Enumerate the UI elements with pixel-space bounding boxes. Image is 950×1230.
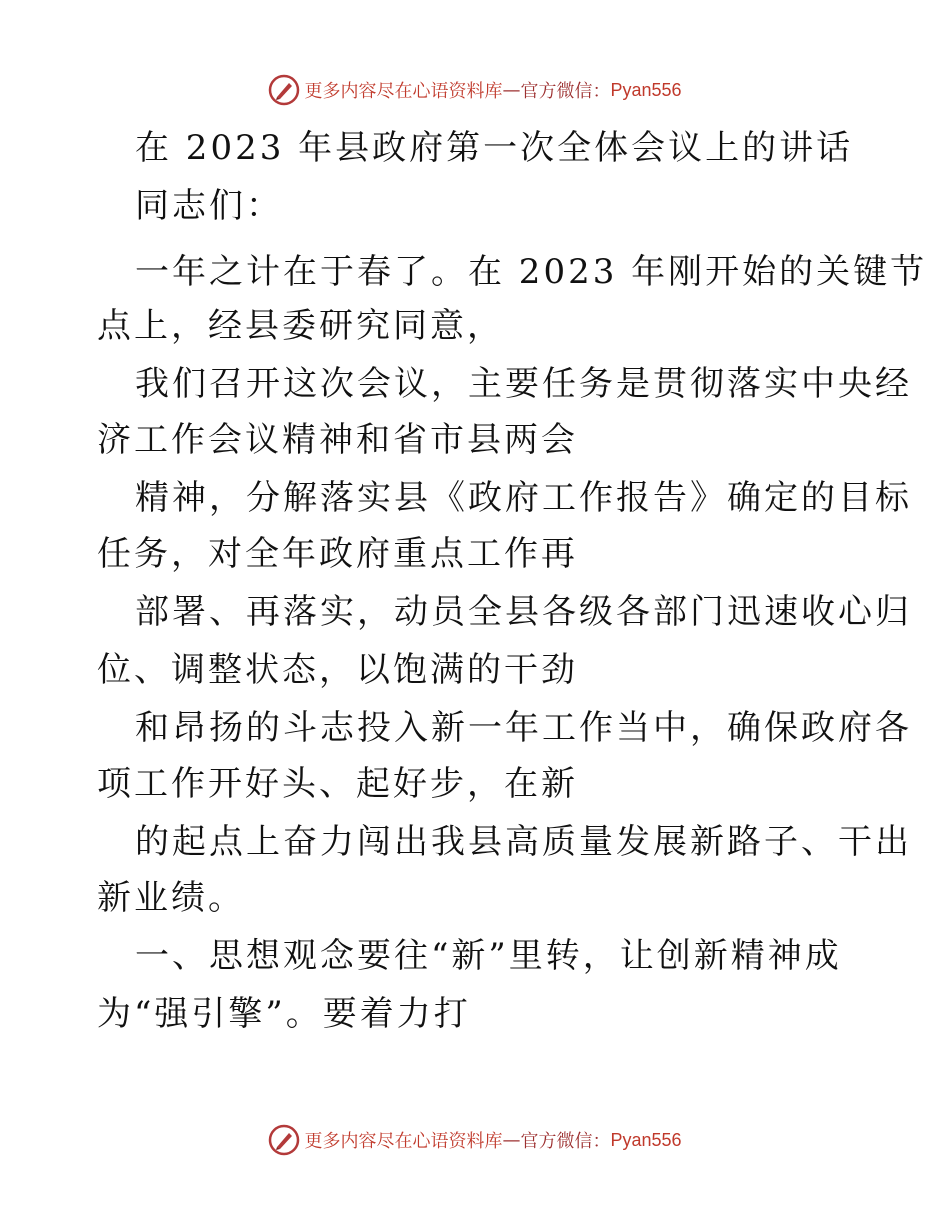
- watermark-id: Pyan556: [610, 79, 682, 100]
- text-line: 的起点上奋力闯出我县高质量发展新路子、干出: [135, 822, 912, 862]
- pen-circle-logo-icon: [268, 1124, 300, 1156]
- text-line: 和昂扬的斗志投入新一年工作当中，确保政府各: [135, 708, 912, 748]
- pen-circle-logo-icon: [268, 74, 300, 106]
- text-line: 为“强引擎”。要着力打: [97, 994, 471, 1034]
- watermark-prefix: 更多内容尽在心语资料库: [304, 1131, 503, 1152]
- watermark-separator: —: [502, 79, 521, 101]
- text-line: 任务，对全年政府重点工作再: [97, 534, 578, 574]
- text-line: 精神，分解落实县《政府工作报告》确定的目标: [135, 478, 912, 518]
- watermark-separator: —: [502, 1129, 521, 1151]
- footer-watermark: [0, 1122, 950, 1158]
- watermark-label: 官方微信：: [520, 81, 611, 102]
- document-title: 在 2023 年县政府第一次全体会议上的讲话: [135, 128, 854, 168]
- text-line: 一、思想观念要往“新”里转，让创新精神成: [135, 936, 842, 976]
- watermark-label: 官方微信：: [520, 1131, 611, 1152]
- text-line: 济工作会议精神和省市县两会: [97, 420, 578, 460]
- header-watermark: [0, 72, 950, 108]
- text-line: 同志们：: [135, 186, 283, 226]
- text-line: 位、调整状态，以饱满的干劲: [97, 650, 578, 690]
- text-line: 部署、再落实，动员全县各级各部门迅速收心归: [135, 592, 912, 632]
- text-line: 我们召开这次会议，主要任务是贯彻落实中央经: [135, 364, 912, 404]
- text-line: 新业绩。: [97, 878, 245, 918]
- watermark-id: Pyan556: [610, 1129, 682, 1150]
- text-line: 点上，经县委研究同意，: [97, 306, 504, 346]
- watermark-prefix: 更多内容尽在心语资料库: [304, 81, 503, 102]
- text-line: 一年之计在于春了。在 2023 年刚开始的关键节: [135, 252, 928, 292]
- text-line: 项工作开好头、起好步，在新: [97, 764, 578, 804]
